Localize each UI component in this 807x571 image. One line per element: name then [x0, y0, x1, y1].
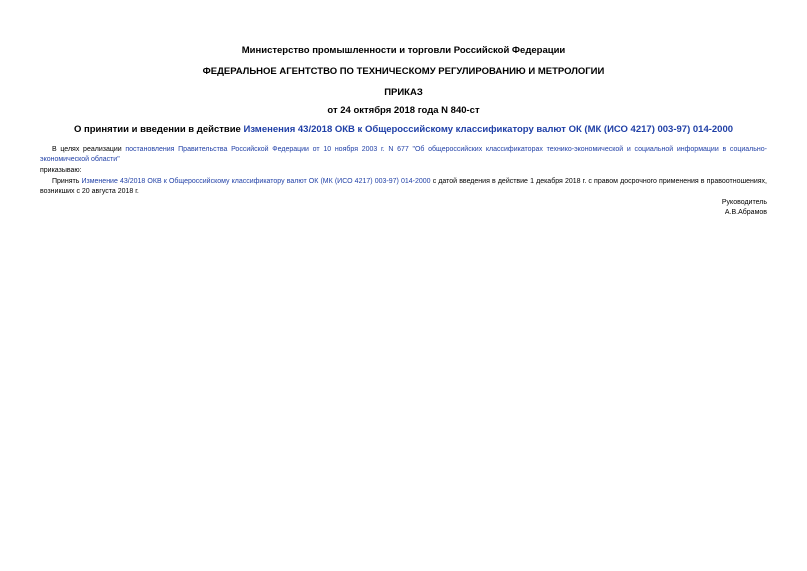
decision-paragraph	[40, 177, 767, 197]
title-link[interactable]: Изменения 43/2018 ОКВ к Общероссийскому классификатору валют ОК (МК (ИСО 4217) 003-97) 014-2000	[243, 124, 734, 135]
signature-name: А.В.Абрамов	[724, 209, 767, 216]
title-prefix: О принятии и введении в действие	[73, 124, 244, 135]
date-number: от 24 октября 2018 года N 840-ст	[327, 105, 480, 116]
agency-heading: ФЕДЕРАЛЬНОЕ АГЕНТСТВО ПО ТЕХНИЧЕСКОМУ РЕГУЛИРОВАНИЮ И МЕТРОЛОГИИ	[202, 66, 605, 77]
document-title	[0, 124, 807, 136]
preamble-paragraph	[40, 145, 767, 165]
signature-position: Руководитель	[721, 199, 767, 206]
amendment-link[interactable]: Изменение 43/2018 ОКВ к Общероссийскому классификатору валют ОК (МК (ИСО 4217) 003-97) 014-2000	[81, 178, 431, 185]
decision-lead: Принять	[52, 178, 82, 185]
ministry-heading: Министерство промышленности и торговли Российской Федерации	[241, 45, 566, 56]
order-word: приказываю:	[40, 167, 82, 174]
preamble-lead: В целях реализации	[52, 146, 126, 153]
decision-rest: с датой введения в действие 1 декабря 2018 г. с правом досрочного применения в правоотношениях, возникших с 20 августа 2018 г.	[40, 178, 767, 195]
government-decree-link[interactable]: постановления Правительства Российской Федерации от 10 ноября 2003 г. N 677 "Об общероссийских классификаторах технико-экономической и социальной информации в социально-экономической области"	[40, 146, 767, 163]
doc-type-heading: ПРИКАЗ	[384, 87, 423, 98]
